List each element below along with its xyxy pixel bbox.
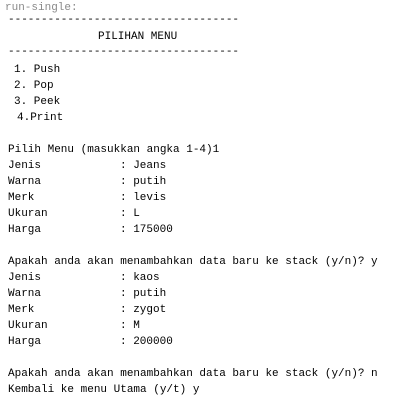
record-1-merk <box>8 190 166 206</box>
separator-top: ----------------------------------- <box>8 14 240 26</box>
menu-item-peek: 3. Peek <box>14 96 61 108</box>
field-value: : 200000 <box>120 336 173 348</box>
field-label: Warna <box>8 176 42 188</box>
record-2-jenis <box>8 270 160 286</box>
field-label: Ukuran <box>8 208 48 220</box>
field-value: : L <box>120 208 140 220</box>
field-value: : levis <box>120 192 167 204</box>
record-1-harga <box>8 222 173 238</box>
field-label: Harga <box>8 224 42 236</box>
field-label: Jenis <box>8 160 42 172</box>
field-value: : M <box>120 320 140 332</box>
record-1-ukuran <box>8 206 140 222</box>
field-value: : putih <box>120 176 167 188</box>
field-value: : Jeans <box>120 160 167 172</box>
record-2-ukuran <box>8 318 140 334</box>
menu-item-print: 4.Print <box>17 112 64 124</box>
field-value: : zygot <box>120 304 167 316</box>
menu-title: PILIHAN MENU <box>98 31 178 43</box>
record-1-jenis <box>8 158 166 174</box>
field-value: : kaos <box>120 272 160 284</box>
field-label: Jenis <box>8 272 42 284</box>
separator-bottom: ----------------------------------- <box>8 46 240 58</box>
menu-item-pop: 2. Pop <box>14 80 54 92</box>
field-label: Merk <box>8 192 35 204</box>
prompt-menu-choice: Pilih Menu (masukkan angka 1-4)1 <box>8 144 220 156</box>
field-label: Harga <box>8 336 42 348</box>
field-label: Ukuran <box>8 320 48 332</box>
field-label: Merk <box>8 304 35 316</box>
record-1-warna <box>8 174 166 190</box>
prompt-back-to-menu: Kembali ke menu Utama (y/t) y <box>8 384 200 396</box>
menu-item-push: 1. Push <box>14 64 61 76</box>
prompt-add-data-1: Apakah anda akan menambahkan data baru ke stack (y/n)? y <box>8 256 378 268</box>
record-2-warna <box>8 286 166 302</box>
record-2-merk <box>8 302 166 318</box>
field-label: Warna <box>8 288 42 300</box>
field-value: : putih <box>120 288 167 300</box>
prompt-add-data-2: Apakah anda akan menambahkan data baru ke stack (y/n)? n <box>8 368 378 380</box>
run-header: run-single: <box>5 2 78 14</box>
record-2-harga <box>8 334 173 350</box>
field-value: : 175000 <box>120 224 173 236</box>
